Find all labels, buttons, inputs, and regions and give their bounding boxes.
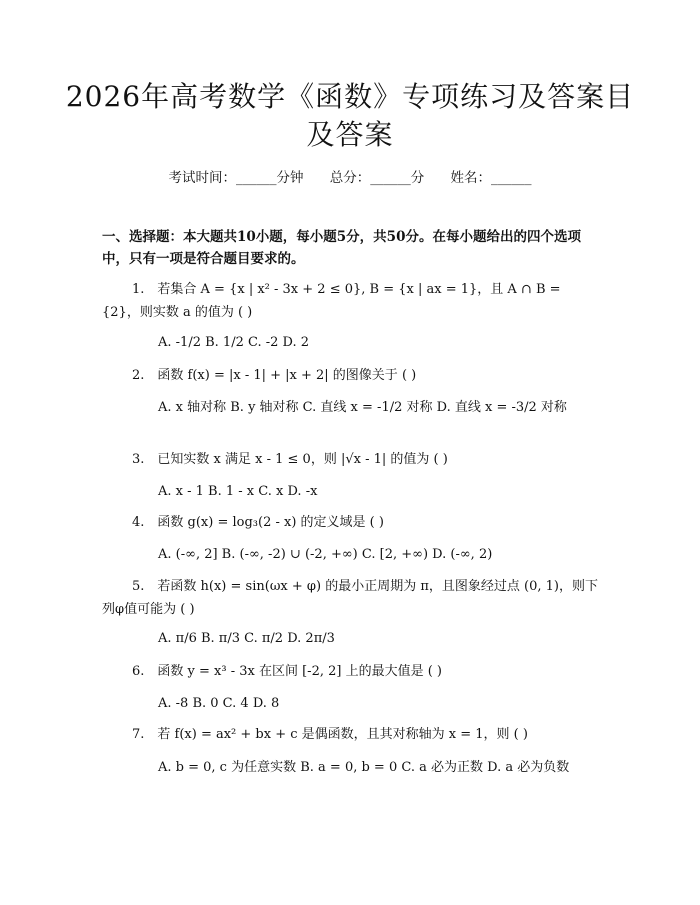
question-1 [102, 278, 600, 324]
question-7 [102, 723, 600, 746]
question-6-options: A. -8 B. 0 C. 4 D. 8 [158, 696, 280, 711]
section-heading: 一、选择题：本大题共10小题，每小题5分，共50分。在每小题给出的四个选项中，只有一项是符合题目要求的。 [102, 229, 581, 267]
question-2-options: A. x 轴对称 B. y 轴对称 C. 直线 x = -1/2 对称 D. 直线 x = -3/2 对称 [158, 400, 567, 415]
total-score-field: 总分：______分 [329, 170, 425, 186]
question-3-options: A. x - 1 B. 1 - x C. x D. -x [158, 484, 318, 499]
question-stem: 3. 已知实数 x 满足 x - 1 ≤ 0，则 |√x - 1| 的值为 ( ) [132, 452, 448, 467]
question-stem: 7. 若 f(x) = ax² + bx + c 是偶函数，且其对称轴为 x = 1，则 ( ) [132, 727, 528, 742]
question-1-options: A. -1/2 B. 1/2 C. -2 D. 2 [158, 335, 310, 350]
question-stem: 1. 若集合 A = {x | x² - 3x + 2 ≤ 0}, B = {x | ax = 1}，且 A ∩ B = {2}，则实数 a 的值为 ( ) [102, 282, 561, 320]
question-stem: 2. 函数 f(x) = |x - 1| + |x + 2| 的图像关于 ( ) [132, 368, 417, 383]
question-5 [102, 575, 600, 621]
question-stem: 4. 函数 g(x) = log₃(2 - x) 的定义域是 ( ) [132, 515, 384, 530]
question-4 [102, 511, 600, 534]
exam-meta [0, 168, 700, 188]
question-3 [102, 448, 600, 471]
exam-time-field: 考试时间：______分钟 [168, 170, 304, 186]
question-stem: 6. 函数 y = x³ - 3x 在区间 [-2, 2] 上的最大值是 ( ) [132, 664, 442, 679]
question-stem: 5. 若函数 h(x) = sin(ωx + φ) 的最小正周期为 π，且图象经过点 (0, 1)，则下列φ值可能为 ( ) [102, 579, 598, 617]
question-6 [102, 660, 600, 683]
question-7-options: A. b = 0, c 为任意实数 B. a = 0, b = 0 C. a 必为正数 D. a 必为负数 [158, 760, 570, 775]
student-name-field: 姓名：______ [450, 170, 532, 186]
question-4-options: A. (-∞, 2] B. (-∞, -2) ∪ (-2, +∞) C. [2, +∞) D. (-∞, 2) [158, 547, 493, 562]
question-5-options: A. π/6 B. π/3 C. π/2 D. 2π/3 [158, 631, 335, 646]
page-title: 2026年高考数学《函数》专项练习及答案目及答案 [65, 80, 635, 151]
question-2 [102, 364, 600, 387]
